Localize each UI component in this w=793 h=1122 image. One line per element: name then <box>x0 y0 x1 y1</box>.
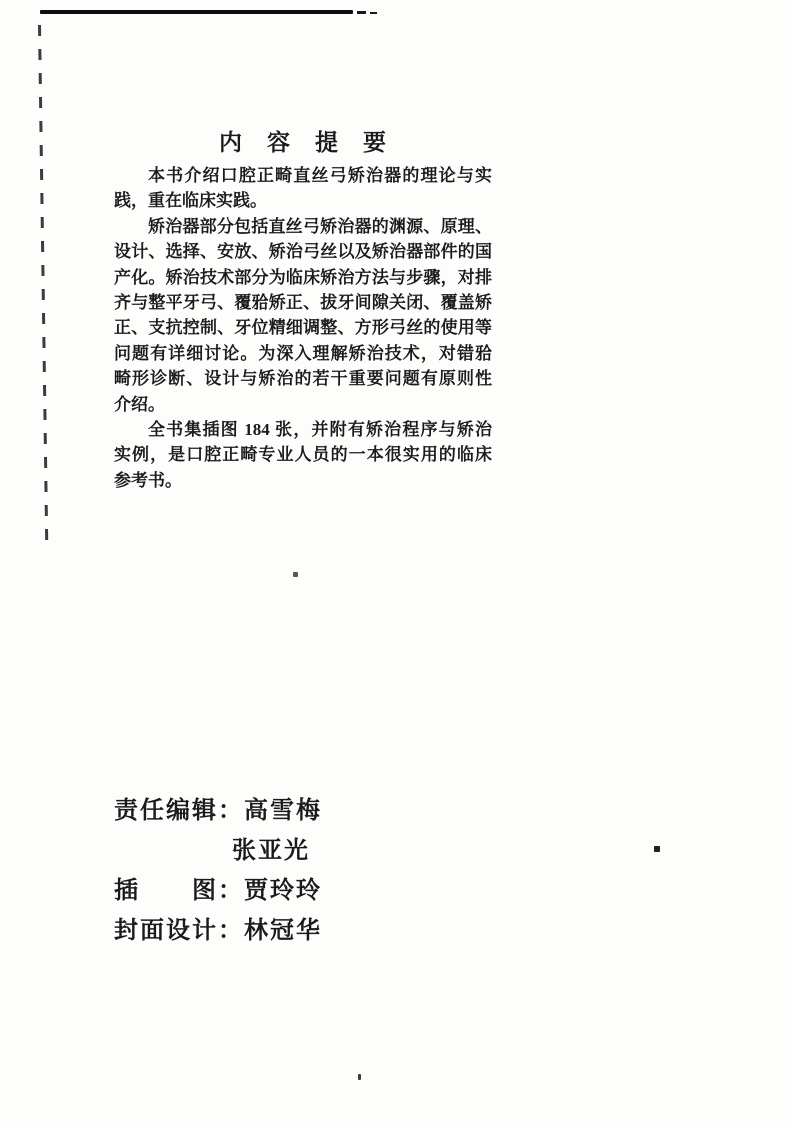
summary-line: 矫治器部分包括直丝弓矫治器的渊源、原理、 <box>148 216 492 236</box>
summary-line: 设计、选择、安放、矫治弓丝以及矫治器部件的国 <box>114 242 492 262</box>
summary-line: 参考书。 <box>114 470 182 490</box>
content-summary <box>114 163 492 493</box>
summary-line: 畸形诊断、设计与矫治的若干重要问题有原则性 <box>114 369 492 389</box>
summary-line: 践，重在临床实践。 <box>114 191 267 211</box>
binding-rule <box>40 10 353 14</box>
credit-line-illustration: 插 图：贾玲玲 <box>114 878 322 904</box>
summary-line: 齐与整平牙弓、覆𬌗矫正、拔牙间隙关闭、覆盖矫 <box>114 292 492 312</box>
binding-dashed-line <box>38 25 48 552</box>
summary-line: 正、支抗控制、牙位精细调整、方形弓丝的使用等 <box>114 318 492 338</box>
credit-line-editor-second: 张亚光 <box>232 838 310 864</box>
page-title: 内 容 提 要 <box>219 130 387 155</box>
binding-rule-dash <box>370 12 377 14</box>
scan-speck <box>358 1074 361 1080</box>
summary-line: 产化。矫治技术部分为临床矫治方法与步骤，对排 <box>114 267 492 287</box>
credits-block <box>114 791 322 951</box>
summary-line: 实例，是口腔正畸专业人员的一本很实用的临床 <box>114 445 492 465</box>
credit-line-editor: 责任编辑：高雪梅 <box>114 798 322 824</box>
scan-speck <box>293 572 298 577</box>
scan-speck <box>654 846 660 852</box>
summary-line: 全书集插图 184 张，并附有矫治程序与矫治 <box>148 419 492 439</box>
summary-line: 本书介绍口腔正畸直丝弓矫治器的理论与实 <box>148 166 492 185</box>
binding-rule-dash <box>357 11 366 14</box>
credit-line-cover-design: 封面设计：林冠华 <box>114 918 322 944</box>
summary-line: 介绍。 <box>114 394 165 414</box>
summary-line: 问题有详细讨论。为深入理解矫治技术，对错𬌗 <box>114 343 492 363</box>
